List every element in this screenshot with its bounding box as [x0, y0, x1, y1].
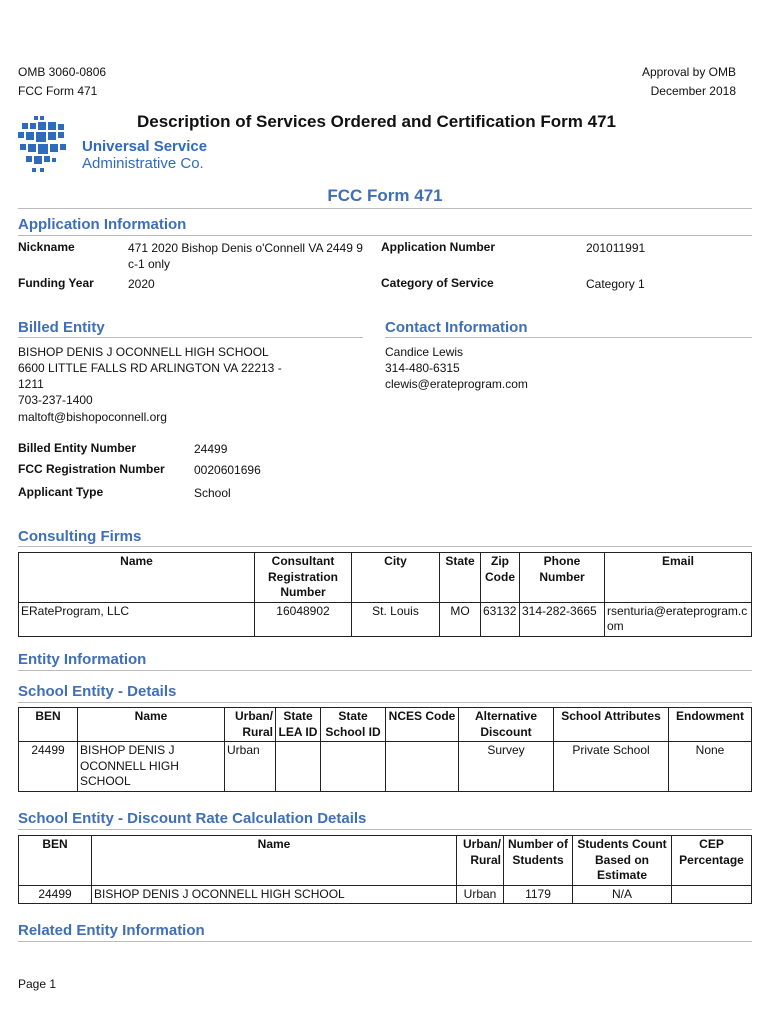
divider — [18, 208, 752, 209]
cell-email: rsenturia@erateprogram.com — [605, 602, 752, 636]
document-title: Description of Services Ordered and Certification Form 471 — [137, 112, 616, 131]
cell-name: BISHOP DENIS J OCONNELL HIGH SCHOOL — [92, 885, 457, 904]
frn-label: FCC Registration Number — [18, 462, 165, 476]
col-urban-rural: Urban/ Rural — [457, 836, 504, 886]
cell-state-school-id — [321, 742, 386, 792]
cell-students-count-estimate: N/A — [573, 885, 672, 904]
cell-endowment: None — [669, 742, 752, 792]
omb-number: OMB 3060-0806 — [18, 65, 107, 79]
col-name: Name — [19, 553, 255, 603]
cell-state: MO — [440, 602, 481, 636]
contact-email: clewis@erateprogram.com — [385, 377, 528, 391]
col-cep-percentage: CEP Percentage — [672, 836, 752, 886]
section-billed-entity: Billed Entity — [18, 319, 105, 336]
table-row — [19, 742, 752, 792]
school-entity-table — [18, 707, 752, 792]
divider — [18, 702, 752, 703]
divider — [18, 829, 752, 830]
application-number-value: 201011991 — [586, 241, 646, 255]
section-application-information: Application Information — [18, 216, 187, 233]
cell-cep-percentage — [672, 885, 752, 904]
section-entity-information: Entity Information — [18, 651, 147, 668]
col-name: Name — [92, 836, 457, 886]
logo-line2: Administrative Co. — [82, 155, 204, 172]
section-discount-rate-details: School Entity - Discount Rate Calculation Details — [18, 810, 367, 827]
col-zip: Zip Code — [481, 553, 520, 603]
divider — [18, 670, 752, 671]
section-consulting-firms: Consulting Firms — [18, 528, 142, 545]
cell-name: BISHOP DENIS J OCONNELL HIGH SCHOOL — [78, 742, 225, 792]
form-title: FCC Form 471 — [327, 186, 443, 205]
cell-crn: 16048902 — [255, 602, 352, 636]
page-number: Page 1 — [18, 977, 57, 991]
cell-ben: 24499 — [19, 742, 78, 792]
col-name: Name — [78, 708, 225, 742]
billed-entity-name: BISHOP DENIS J OCONNELL HIGH SCHOOL — [18, 345, 269, 359]
col-endowment: Endowment — [669, 708, 752, 742]
col-state-school-id: State School ID — [321, 708, 386, 742]
cell-alternative-discount: Survey — [459, 742, 554, 792]
col-city: City — [352, 553, 440, 603]
omb-approval: Approval by OMB — [641, 65, 736, 79]
col-ben: BEN — [19, 708, 78, 742]
ben-value: 24499 — [194, 442, 228, 456]
billed-entity-email: maltoft@bishopoconnell.org — [18, 410, 167, 424]
usac-logo — [16, 114, 216, 184]
logo-line1: Universal Service — [82, 138, 208, 155]
cell-urban-rural: Urban — [225, 742, 276, 792]
contact-phone: 314-480-6315 — [385, 361, 460, 375]
cell-state-lea-id — [276, 742, 321, 792]
category-value: Category 1 — [586, 277, 645, 291]
billed-entity-address1: 6600 LITTLE FALLS RD ARLINGTON VA 22213 - — [18, 361, 282, 375]
cell-ben: 24499 — [19, 885, 92, 904]
cell-zip: 63132 — [481, 602, 520, 636]
divider — [385, 337, 752, 338]
divider — [18, 337, 363, 338]
col-state-lea-id: State LEA ID — [276, 708, 321, 742]
col-alternative-discount: Alternative Discount — [459, 708, 554, 742]
divider — [18, 235, 752, 236]
funding-year-label: Funding Year — [18, 276, 94, 290]
table-row — [19, 602, 752, 636]
col-students-count-estimate: Students Count Based on Estimate — [573, 836, 672, 886]
applicant-type-label: Applicant Type — [18, 485, 104, 499]
cell-nces-code — [386, 742, 459, 792]
applicant-type-value: School — [194, 486, 231, 500]
billed-entity-address2: 1211 — [18, 377, 44, 391]
approval-date: December 2018 — [650, 84, 736, 98]
nickname-value: 471 2020 Bishop Denis o'Connell VA 2449 9 c-1 only — [128, 241, 363, 271]
cell-number-of-students: 1179 — [504, 885, 573, 904]
cell-urban-rural: Urban — [457, 885, 504, 904]
col-urban-rural: Urban/ Rural — [225, 708, 276, 742]
col-school-attributes: School Attributes — [554, 708, 669, 742]
nickname-label: Nickname — [18, 240, 75, 254]
col-ben: BEN — [19, 836, 92, 886]
usac-logo-icon — [16, 114, 76, 184]
cell-phone: 314-282-3665 — [520, 602, 605, 636]
form-number: FCC Form 471 — [18, 84, 98, 98]
billed-entity-phone: 703-237-1400 — [18, 393, 93, 407]
divider — [18, 941, 752, 942]
divider — [18, 546, 752, 547]
col-phone: Phone Number — [520, 553, 605, 603]
discount-rate-table — [18, 835, 752, 904]
frn-value: 0020601696 — [194, 463, 261, 477]
application-number-label: Application Number — [381, 240, 496, 254]
col-nces-code: NCES Code — [386, 708, 459, 742]
cell-city: St. Louis — [352, 602, 440, 636]
section-school-entity-details: School Entity - Details — [18, 683, 177, 700]
section-contact-information: Contact Information — [385, 319, 528, 336]
col-email: Email — [605, 553, 752, 603]
funding-year-value: 2020 — [128, 277, 155, 291]
consulting-firms-table — [18, 552, 752, 637]
cell-school-attributes: Private School — [554, 742, 669, 792]
col-state: State — [440, 553, 481, 603]
section-related-entity-information: Related Entity Information — [18, 922, 205, 939]
col-number-of-students: Number of Students — [504, 836, 573, 886]
col-consultant-registration: Consultant Registration Number — [255, 553, 352, 603]
cell-name: ERateProgram, LLC — [19, 602, 255, 636]
category-label: Category of Service — [381, 276, 494, 290]
ben-label: Billed Entity Number — [18, 441, 137, 455]
contact-name: Candice Lewis — [385, 345, 464, 359]
table-row — [19, 885, 752, 904]
